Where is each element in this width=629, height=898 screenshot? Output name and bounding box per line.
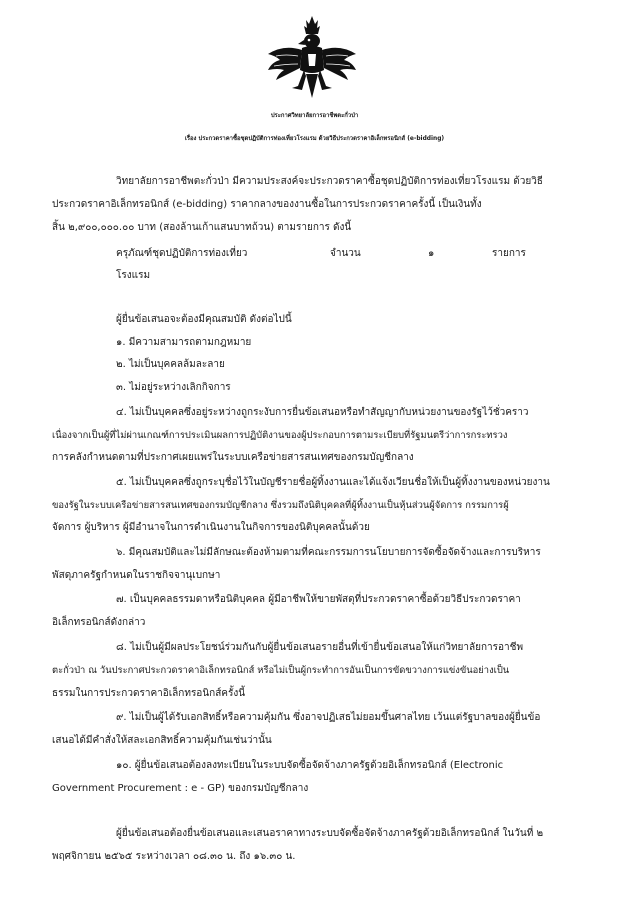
- intro-line: สิ้น ๒,๙๐๐,๐๐๐.๐๐ บาท (สองล้านเก้าแสนบาทถ้วน) ตามรายการ ดังนี้: [52, 222, 352, 233]
- qualification-item: Government Procurement : e - GP) ของกรมบัญชีกลาง: [52, 783, 309, 794]
- qualification-item: ๔. ไม่เป็นบุคคลซึ่งอยู่ระหว่างถูกระงับการยื่นข้อเสนอหรือทำสัญญากับหน่วยงานของรัฐไว้ชั่วคราว: [116, 407, 529, 418]
- qualification-item: จัดการ ผู้บริหาร ผู้มีอำนาจในการดำเนินงานในกิจการของนิติบุคคลนั้นด้วย: [52, 522, 370, 533]
- closing-line: ผู้ยื่นข้อเสนอต้องยื่นข้อเสนอและเสนอราคาทางระบบจัดซื้อจัดจ้างภาครัฐด้วยอิเล็กทรอนิกส์ ในวันที่ ๒: [116, 828, 544, 839]
- qualification-item: เนื่องจากเป็นผู้ที่ไม่ผ่านเกณฑ์การประเมินผลการปฏิบัติงานของผู้ประกอบการตามระเบียบที่รัฐมนตรีว่าการกระทรวง: [52, 430, 508, 441]
- garuda-emblem-icon: [262, 14, 362, 102]
- qualifications-heading: ผู้ยื่นข้อเสนอจะต้องมีคุณสมบัติ ดังต่อไปนี้: [116, 314, 292, 325]
- qualification-item: ของรัฐในระบบเครือข่ายสารสนเทศของกรมบัญชีกลาง ซึ่งรวมถึงนิติบุคคลที่ผู้ทิ้งงานเป็นหุ้นส่วนผู้จัดการ กรรมการผู้: [52, 500, 509, 511]
- qualification-item: ๗. เป็นบุคคลธรรมดาหรือนิติบุคคล ผู้มีอาชีพให้ขายพัสดุที่ประกวดราคาซื้อด้วยวิธีประกวดราคา: [116, 594, 521, 605]
- qualification-item: ๙. ไม่เป็นผู้ได้รับเอกสิทธิ์หรือความคุ้มกัน ซึ่งอาจปฏิเสธไม่ยอมขึ้นศาลไทย เว้นแต่รัฐบาลของผู้ยื่นข้อ: [116, 712, 541, 723]
- qualification-item: พัสดุภาครัฐกำหนดในราชกิจจานุเบกษา: [52, 570, 221, 581]
- qualification-item: ๒. ไม่เป็นบุคคลล้มละลาย: [116, 359, 225, 370]
- qualification-item: ๕. ไม่เป็นบุคคลซึ่งถูกระบุชื่อไว้ในบัญชีรายชื่อผู้ทิ้งงานและได้แจ้งเวียนชื่อให้เป็นผู้ทิ้งงานของหน่วยงาน: [116, 477, 550, 488]
- qualification-item: เสนอได้มีคำสั่งให้สละเอกสิทธิ์ความคุ้มกันเช่นว่านั้น: [52, 735, 272, 746]
- item-name-cont: โรงแรม: [116, 270, 151, 281]
- subject-line: เรื่อง ประกวดราคาซื้อชุดปฏิบัติการท่องเที่ยวโรงแรม ด้วยวิธีประกวดราคาอิเล็กทรอนิกส์ (e-bidding): [184, 136, 445, 142]
- qualification-item: การคลังกำหนดตามที่ประกาศเผยแพร่ในระบบเครือข่ายสารสนเทศของกรมบัญชีกลาง: [52, 452, 414, 463]
- item-name: ครุภัณฑ์ชุดปฏิบัติการท่องเที่ยว: [116, 248, 248, 259]
- qualification-item: ๘. ไม่เป็นผู้มีผลประโยชน์ร่วมกันกับผู้ยื่นข้อเสนอรายอื่นที่เข้ายื่นข้อเสนอให้แก่วิทยาลัยการอาชีพ: [116, 642, 524, 653]
- item-qty-label: จำนวน: [330, 248, 361, 259]
- qualification-item: ตะกั่วป่า ณ วันประกาศประกวดราคาอิเล็กทรอนิกส์ หรือไม่เป็นผู้กระทำการอันเป็นการขัดขวางการแข่งขันอย่างเป็น: [52, 665, 510, 676]
- closing-line: พฤศจิกายน ๒๕๖๕ ระหว่างเวลา ๐๘.๓๐ น. ถึง ๑๖.๓๐ น.: [52, 851, 296, 862]
- page-title: ประกาศวิทยาลัยการอาชีพตะกั่วป่า: [270, 113, 359, 119]
- qualification-item: ๓. ไม่อยู่ระหว่างเลิกกิจการ: [116, 382, 231, 393]
- intro-line: ประกวดราคาอิเล็กทรอนิกส์ (e-bidding) ราคากลางของงานซื้อในการประกวดราคาครั้งนี้ เป็นเงินทั้ง: [52, 199, 482, 210]
- qualification-item: ๑. มีความสามารถตามกฎหมาย: [116, 337, 252, 348]
- qualification-item: ๑๐. ผู้ยื่นข้อเสนอต้องลงทะเบียนในระบบจัดซื้อจัดจ้างภาครัฐด้วยอิเล็กทรอนิกส์ (Electronic: [116, 760, 504, 771]
- qualification-item: ธรรมในการประกวดราคาอิเล็กทรอนิกส์ครั้งนี้: [52, 688, 246, 699]
- qualification-item: อิเล็กทรอนิกส์ดังกล่าว: [52, 617, 146, 628]
- item-qty: ๑: [428, 248, 435, 259]
- intro-line: วิทยาลัยการอาชีพตะกั่วป่า มีความประสงค์จะประกวดราคาซื้อชุดปฏิบัติการท่องเที่ยวโรงแรม ด้วยวิธี: [116, 176, 543, 187]
- qualification-item: ๖. มีคุณสมบัติและไม่มีลักษณะต้องห้ามตามที่คณะกรรมการนโยบายการจัดซื้อจัดจ้างและการบริหาร: [116, 547, 541, 558]
- item-unit: รายการ: [492, 248, 526, 259]
